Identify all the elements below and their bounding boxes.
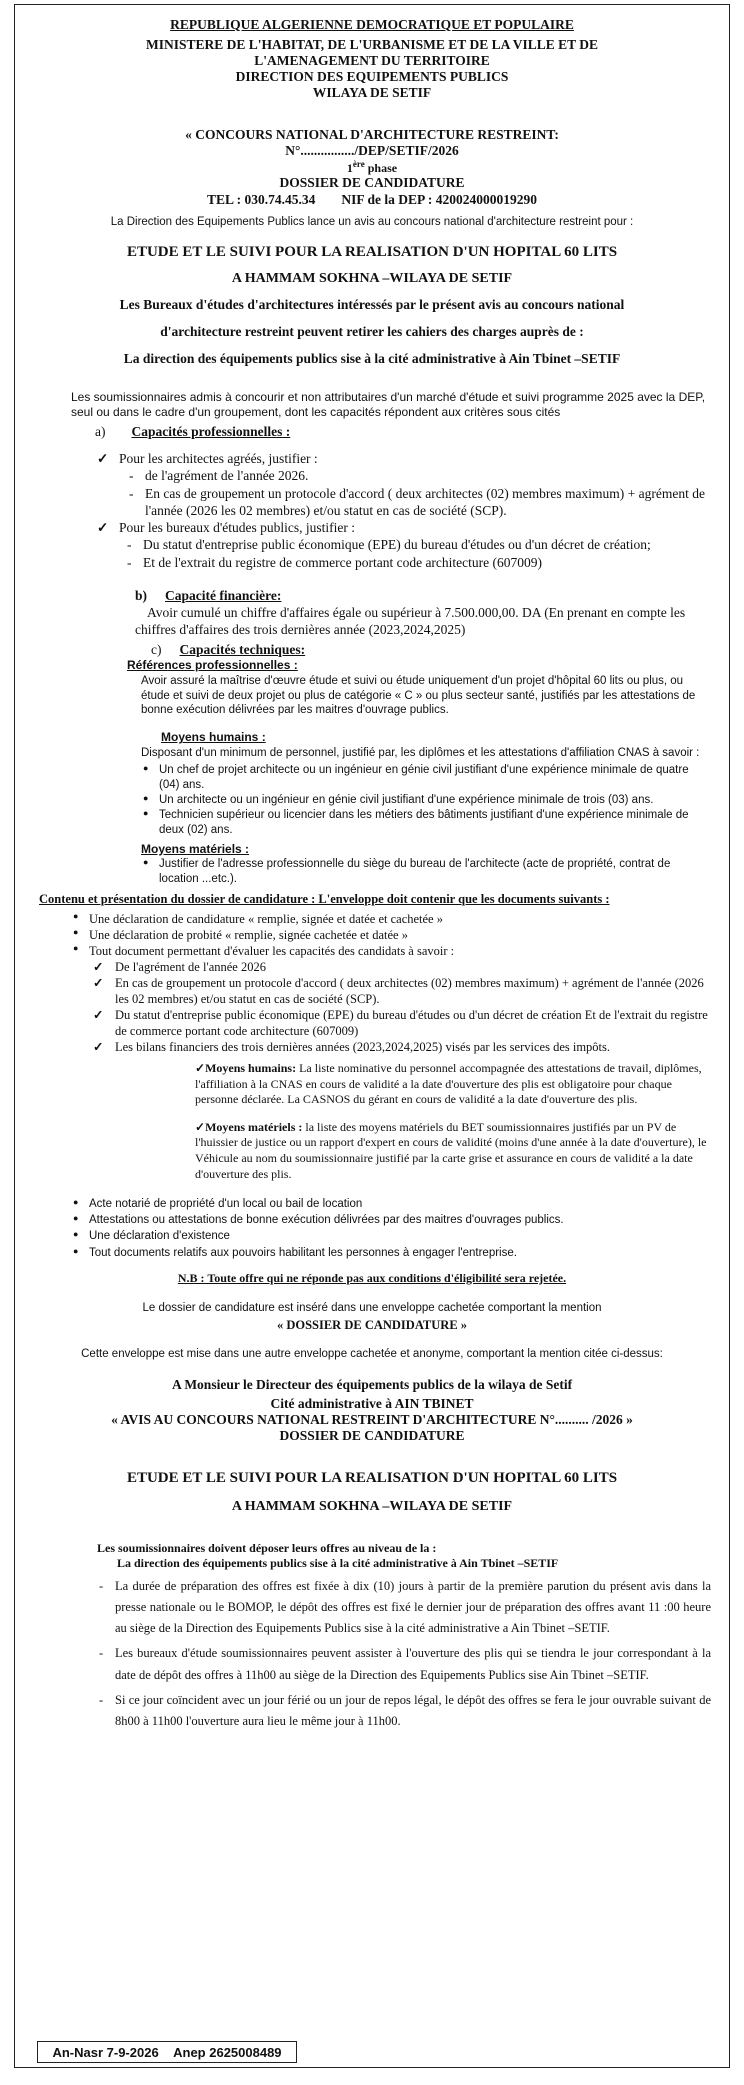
announcement-page	[14, 4, 730, 2068]
ref-text: Avoir assuré la maîtrise d'œuvre étude et suivi ou étude uniquement d'un projet d'hôpital 60 lits ou plus, ou étude et suivi de deux projet ou plus de catégorie « C » ou plus secteur santé, justifiés par les attestations de bonne exécution délivrées par les maitres d'ouvrage publics.	[141, 674, 696, 717]
hum-item-3: ● Technicien supérieur ou licencier dans les métiers des bâtiments justifiant d'une expérience minimale de deux (02) ans.	[141, 808, 709, 838]
project-location-2: A HAMMAM SOKHNA –WILAYA DE SETIF	[231, 1498, 513, 1514]
project-location: A HAMMAM SOKHNA –WILAYA DE SETIF	[231, 270, 513, 286]
project-title-2: ETUDE ET LE SUIVI POUR LA REALISATION D'UN HOPITAL 60 LITS	[126, 1469, 618, 1486]
depot-title: Les soumissionnaires doivent déposer leurs offres au niveau de la :	[97, 1540, 437, 1555]
ministry-header	[15, 37, 729, 101]
archi-item: ✓ Pour les architectes agréés, justifier : - de l'agrément de l'année 2026. - En cas de groupement un protocole d'accord ( deux architectes (02) membres maximum) + agrément de l'année (2026 les 02 membres) et/ou statut en cas de société (SCP).	[97, 450, 709, 519]
contenu-title: Contenu et présentation du dossier de candidature : L'enveloppe doit contenir que les documents suivants :	[39, 892, 610, 907]
mat-title: Moyens matériels :	[141, 841, 250, 856]
footer-anep: Anep 2625008489	[173, 2045, 282, 2060]
final-item-2: ● Attestations ou attestations de bonne exécution délivrées par des maitres d'ouvrages publics.	[71, 1212, 709, 1228]
contenu-sub-3: ✓ Du statut d'entreprise public économique (EPE) du bureau d'études ou d'un décret de création Et de l'extrait du registre de commerce portant code architecture (607009)	[93, 1007, 709, 1039]
phase-line: 1ère phase	[346, 158, 398, 175]
adresse-block: A Monsieur le Directeur des équipements publics de la wilaya de Setif Cité administrative à AIN TBINET « AVIS AU CONCOURS NATIONAL RESTREINT D'ARCHITECTURE N°.......... /2026 » DOSSIER DE CANDIDATURE	[111, 1377, 633, 1443]
admis-paragraph: Les soumissionnaires admis à concourir et non attributaires d'un marché d'étude et suivi programme 2025 avec la DEP, seul ou dans le cadre d'un groupement, dont les capacités répondent aux critères sous cités	[71, 389, 706, 420]
contenu-sub-4: ✓ Les bilans financiers des trois dernières années (2023,2024,2025) visés par les services des impôts.	[93, 1039, 709, 1055]
final-items	[71, 1196, 709, 1260]
cap-fin-heading: b) Capacité financière:	[135, 587, 282, 603]
cap-fin-text: Avoir cumulé un chiffre d'affaires égale ou supérieur à 7.500.000,00. DA (En prenant en compte les chiffres d'affaires des trois dernières année (2023,2024,2025)	[135, 605, 686, 638]
depot-item-1: - La durée de préparation des offres est fixée à dix (10) jours à partir de la première parution du présent avis dans la presse nationale ou le BOMOP, le dépôt des offres est fixé le dernier jour de préparation des offres avant 11 :00 heure au siège de la Direction des Equipements Publics sise à la cité administrative a Ain Tbinet –SETIF.	[95, 1576, 711, 1640]
depot-item-3: - Si ce jour coïncident avec un jour férié ou un jour de repos légal, le dépôt des offres se fera le jour ouvrable suivant de 8h00 à 11h00 l'ouverture aura lieu le même jour à 11h00.	[95, 1690, 711, 1733]
direction-line: DIRECTION DES EQUIPEMENTS PUBLICS	[235, 68, 509, 84]
ministry-line-1: MINISTERE DE L'HABITAT, DE L'URBANISME ET DE LA VILLE ET DE	[146, 37, 598, 52]
contenu-item-2: ● Une déclaration de probité « remplie, signée cachetée et datée »	[71, 927, 709, 943]
depot-subtitle: La direction des équipements publics sise à la cité administrative à Ain Tbinet –SETIF	[117, 1556, 559, 1571]
archi-sub-1: - de l'agrément de l'année 2026.	[125, 467, 709, 484]
intro-text: La Direction des Equipements Publics lance un avis au concours national d'architecture restreint pour :	[110, 215, 634, 228]
footer-paper: An-Nasr 7-9-2026	[52, 2045, 159, 2060]
nif-number: NIF de la DEP : 420024000019290	[341, 191, 537, 207]
enveloppe-block: Le dossier de candidature est inséré dans une enveloppe cachetée comportant la mention « DOSSIER DE CANDIDATURE » Cette enveloppe est mise dans une autre enveloppe cachetée et anonyme, comportant la mention citée ci-dessus:	[81, 1301, 663, 1361]
contenu-sub-2: ✓ En cas de groupement un protocole d'accord ( deux architectes (02) membres maximum) + agrément de l'année (2026 les 02 membres) et/ou statut en cas de société (SCP).	[93, 975, 709, 1007]
contenu-sub-1: ✓ De l'agrément de l'année 2026	[93, 959, 709, 975]
contenu-mat: ✓Moyens matériels : la liste des moyens matériels du BET soumissionnaires justifiés par un PV de l'huissier de justice ou un rapport d'expert en cours de validité (moins d'une année à la date d'ouverture), le Véhicule au nom du soumissionnaire justifié par la carte grise et assurance en cours de validité a la date d'ouverture des plis.	[195, 1119, 707, 1181]
ref-title: Références professionnelles :	[127, 657, 298, 672]
footer-reference	[37, 2041, 297, 2063]
archi-sub-2: - En cas de groupement un protocole d'accord ( deux architectes (02) membres maximum) + agrément de l'année (2026 les 02 membres) et/ou statut en cas de société (SCP).	[125, 485, 709, 520]
final-item-4: ● Tout documents relatifs aux pouvoirs habilitant les personnes à engager l'entreprise.	[71, 1245, 709, 1261]
be-sub-2: - Et de l'extrait du registre de commerce portant code architecture (607009)	[123, 554, 709, 571]
depot-item-2: - Les bureaux d'étude soumissionnaires peuvent assister à l'ouverture des plis qui se tiendra le jour correspondant à la date de dépôt des offres à 11h00 au siège de la Direction des Equipements Publics sise Ain Tbinet –SETIF.	[95, 1643, 711, 1686]
hum-item-1: ● Un chef de projet architecte ou un ingénieur en génie civil justifiant d'une expérience minimale de quatre (04) ans.	[141, 763, 709, 793]
ministry-line-2: L'AMENAGEMENT DU TERRITOIRE	[254, 52, 490, 68]
nb-note: N.B : Toute offre qui ne réponde pas aux conditions d'éligibilité sera rejetée.	[177, 1270, 567, 1285]
cap-pro-heading: a) Capacités professionnelles :	[95, 423, 291, 439]
mat-item-1: ● Justifier de l'adresse professionnelle du siège du bureau de l'architecte (acte de propriété, contrat de location ...etc.).	[141, 857, 709, 887]
depot-section	[95, 1576, 711, 1733]
concours-number: N°................/DEP/SETIF/2026	[285, 142, 459, 158]
cap-tech-section	[127, 658, 709, 887]
hum-text: Disposant d'un minimum de personnel, justifié par, les diplômes et les attestations d'affiliation CNAS à savoir :	[141, 746, 700, 759]
tel-number: TEL : 030.74.45.34	[206, 191, 316, 207]
cap-pro-section	[97, 450, 709, 571]
wilaya-line: WILAYA DE SETIF	[312, 84, 432, 100]
final-item-3: ● Une déclaration d'existence	[71, 1228, 709, 1244]
contenu-section	[71, 911, 709, 1182]
concours-title: « CONCOURS NATIONAL D'ARCHITECTURE RESTREINT:	[185, 126, 559, 142]
hum-item-2: ● Un architecte ou un ingénieur en génie civil justifiant d'une expérience minimale de trois (03) ans.	[141, 793, 709, 808]
be-item: ✓ Pour les bureaux d'études publics, justifier : - Du statut d'entreprise public économique (EPE) du bureau d'études ou d'un décret de création; - Et de l'extrait du registre de commerce portant code architecture (607009)	[97, 519, 709, 571]
hum-title: Moyens humains :	[161, 730, 266, 745]
contenu-item-3: ● Tout document permettant d'évaluer les capacités des candidats à savoir :	[71, 943, 709, 959]
republic-title: REPUBLIQUE ALGERIENNE DEMOCRATIQUE ET POPULAIRE	[170, 17, 574, 32]
contenu-hum: ✓Moyens humains: La liste nominative du personnel accompagnée des attestations de travail, diplômes, l'affiliation à la CNAS en cours de validité a la date d'ouverture des plis est obligatoire pour chaque personne déclarée. La CASNOS du gérant en cours de validité a la date d'ouverture des plis.	[195, 1061, 702, 1107]
final-item-1: ● Acte notarié de propriété d'un local ou bail de location	[71, 1196, 709, 1212]
contact-line	[15, 192, 729, 208]
cap-tech-heading: c) Capacités techniques:	[151, 641, 306, 657]
be-sub-1: - Du statut d'entreprise public économique (EPE) du bureau d'études ou d'un décret de création;	[123, 536, 709, 553]
dossier-title: DOSSIER DE CANDIDATURE	[279, 174, 465, 190]
retirer-block: Les Bureaux d'études d'architectures intéressés par le présent avis au concours national d'architecture restreint peuvent retirer les cahiers des charges auprès de : La direction des équipements publics sise à la cité administrative à Ain Tbinet –SETIF	[119, 296, 625, 366]
contenu-item-1: ● Une déclaration de candidature « remplie, signée et datée et cachetée »	[71, 911, 709, 927]
project-title: ETUDE ET LE SUIVI POUR LA REALISATION D'UN HOPITAL 60 LITS	[126, 243, 618, 260]
